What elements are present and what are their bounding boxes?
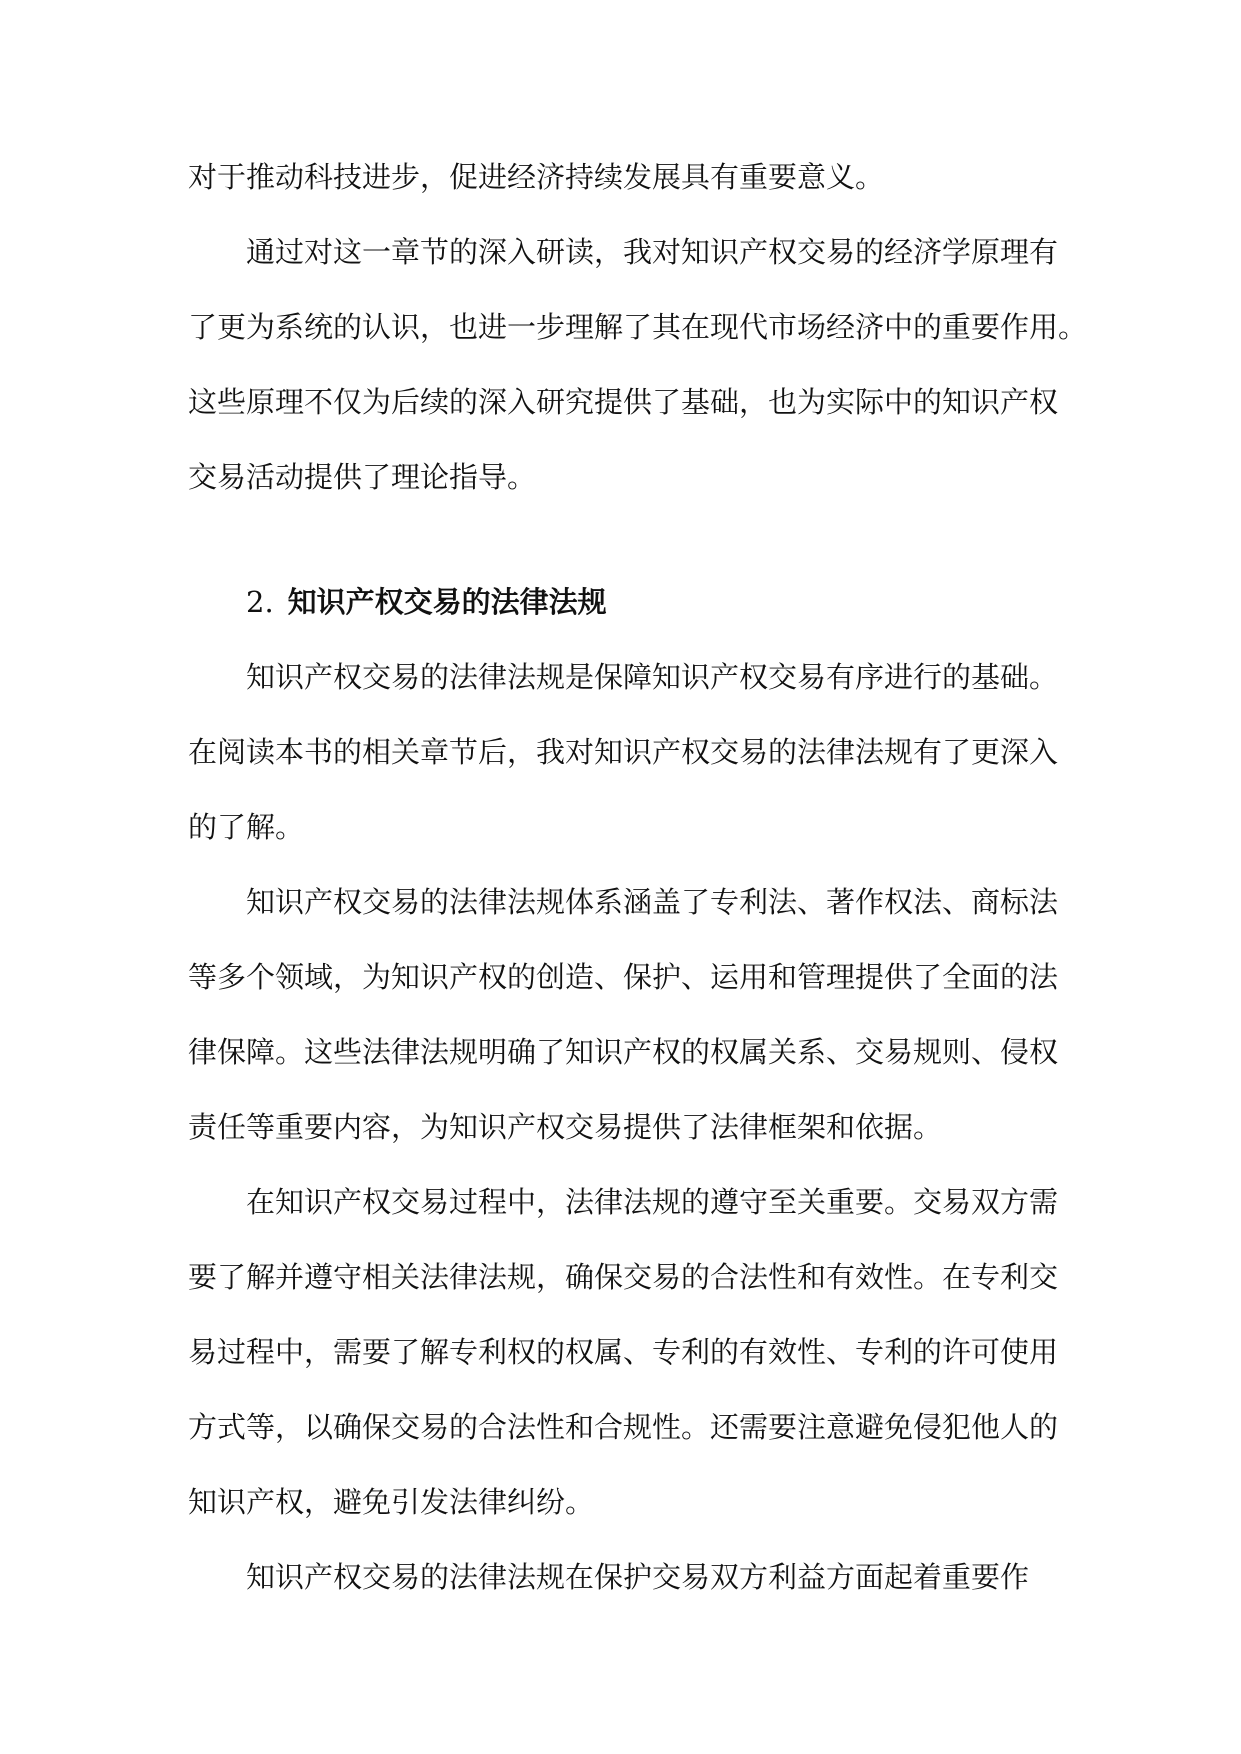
text-line: 知识产权，避免引发法律纠纷。 xyxy=(188,1485,595,1519)
text-line: 知识产权交易的法律法规在保护交易双方利益方面起着重要作 xyxy=(246,1560,1030,1594)
text-line: 这些原理不仅为后续的深入研究提供了基础，也为实际中的知识产权 xyxy=(188,385,1059,419)
text-line: 在知识产权交易过程中，法律法规的遵守至关重要。交易双方需 xyxy=(246,1185,1059,1219)
section-heading xyxy=(188,565,1068,640)
text-line: 的了解。 xyxy=(188,810,305,844)
text-line: 了更为系统的认识，也进一步理解了其在现代市场经济中的重要作用。 xyxy=(188,310,1088,344)
text-line: 知识产权交易的法律法规是保障知识产权交易有序进行的基础。 xyxy=(246,660,1059,694)
document-body xyxy=(188,140,1088,1615)
text-line: 知识产权交易的法律法规体系涵盖了专利法、著作权法、商标法 xyxy=(246,885,1059,919)
section-spacer xyxy=(188,515,1068,565)
text-line: 对于推动科技进步，促进经济持续发展具有重要意义。 xyxy=(188,160,885,194)
text-line: 方式等，以确保交易的合法性和合规性。还需要注意避免侵犯他人的 xyxy=(188,1410,1059,1444)
text-line: 易过程中，需要了解专利权的权属、专利的有效性、专利的许可使用 xyxy=(188,1335,1059,1369)
text-line: 律保障。这些法律法规明确了知识产权的权属关系、交易规则、侵权 xyxy=(188,1035,1059,1069)
text-line: 在阅读本书的相关章节后，我对知识产权交易的法律法规有了更深入 xyxy=(188,735,1059,769)
section-title: 知识产权交易的法律法规 xyxy=(287,585,607,619)
section-number: 2. xyxy=(246,585,274,619)
text-line: 通过对这一章节的深入研读，我对知识产权交易的经济学原理有 xyxy=(246,235,1059,269)
text-line: 要了解并遵守相关法律法规，确保交易的合法性和有效性。在专利交 xyxy=(188,1260,1059,1294)
text-line: 交易活动提供了理论指导。 xyxy=(188,460,537,494)
text-line: 等多个领域，为知识产权的创造、保护、运用和管理提供了全面的法 xyxy=(188,960,1059,994)
text-line: 责任等重要内容，为知识产权交易提供了法律框架和依据。 xyxy=(188,1110,943,1144)
